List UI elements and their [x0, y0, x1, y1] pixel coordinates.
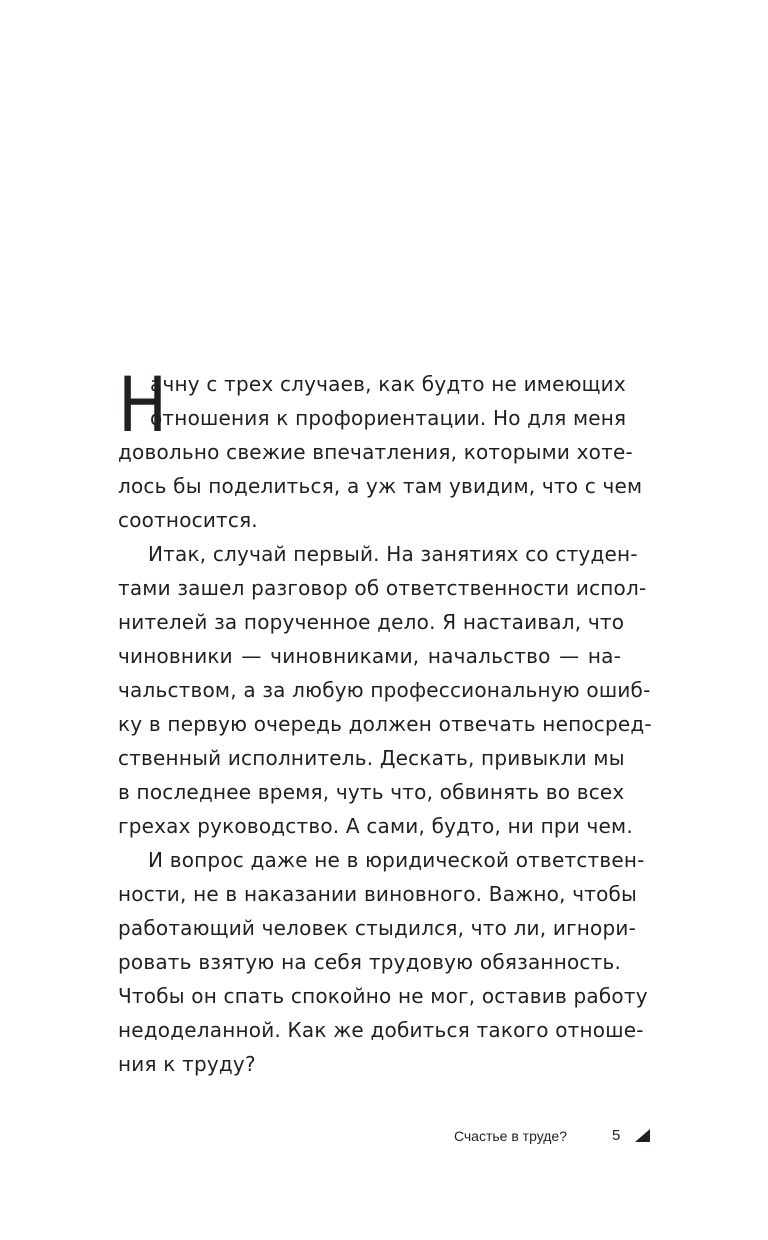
opening-lines [118, 360, 627, 449]
text-line: чиновники — чиновниками, начальство — на- [118, 644, 621, 668]
drop-cap-wrapped-lines [150, 367, 627, 435]
text-line: И вопрос даже не в юридической ответствен- [148, 848, 645, 872]
text-line: в последнее время, чуть что, обвинять во всех [118, 780, 625, 804]
text-line: грехах руководство. А сами, будто, ни при чем. [118, 814, 633, 838]
text-line: Чтобы он спать спокойно не мог, оставив работу [118, 984, 648, 1008]
running-title: Счастье в труде? [453, 1128, 567, 1144]
text-line: ровать взятую на себя трудовую обязанность. [118, 950, 621, 974]
page-number: 5 [612, 1127, 621, 1144]
text-line: нителей за порученное дело. Я настаивал, что [118, 610, 625, 634]
paragraph-1 [118, 435, 643, 537]
text-line: ности, не в наказании виновного. Важно, чтобы [118, 882, 638, 906]
body-text [118, 360, 652, 1081]
text-line: соотносится. [118, 508, 258, 532]
text-line: довольно свежие впечатления, которыми хоте- [118, 440, 633, 464]
text-line: тами зашел разговор об ответственности испол- [118, 576, 647, 600]
text-line: чальством, а за любую профессиональную ошиб- [118, 678, 651, 702]
text-line: ку в первую очередь должен отвечать непосред- [118, 712, 652, 736]
text-line: отношения к профориентации. Но для меня [150, 406, 627, 430]
drop-cap: Н [118, 360, 168, 449]
corner-triangle-icon [635, 1129, 650, 1142]
text-line: работающий человек стыдился, что ли, игнори- [118, 916, 636, 940]
page-footer [0, 1127, 768, 1147]
paragraph-2 [118, 537, 652, 843]
text-line: недоделанной. Как же добиться такого отноше- [118, 1018, 644, 1042]
text-line: ачну с трех случаев, как будто не имеющих [150, 372, 626, 396]
text-line: Итак, случай первый. На занятиях со студен- [148, 542, 638, 566]
text-line: ния к труду? [118, 1052, 256, 1076]
paragraph-3 [118, 843, 648, 1081]
text-line: лось бы поделиться, а уж там увидим, что с чем [118, 474, 643, 498]
text-line: ственный исполнитель. Дескать, привыкли мы [118, 746, 625, 770]
